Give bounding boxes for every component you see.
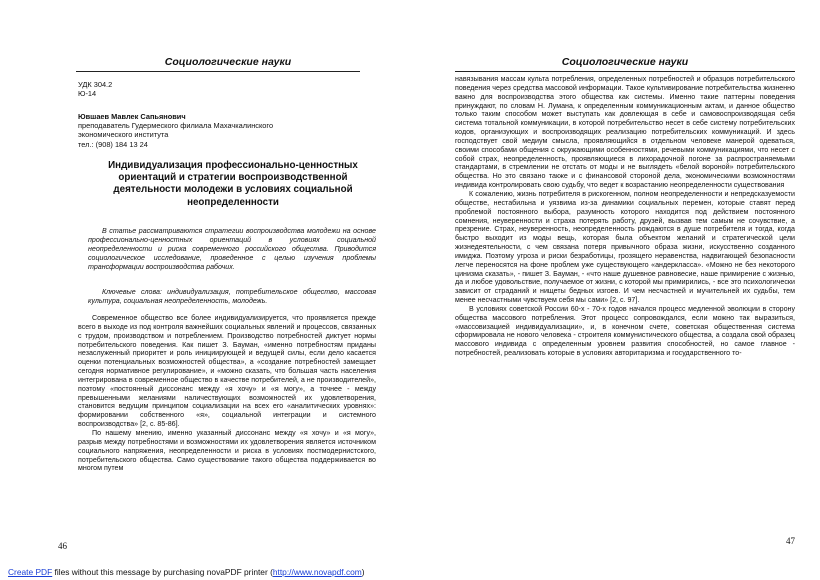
right-body [455, 75, 795, 358]
paragraph: навязывания массам культа потребления, определенных потребностей и образцов потребительского поведения через средства массовой информации. Такое культивирование потребительства жизненно важно для воспроизводства этого общества как системы. Именно такие паттерны поведения принуждают, по словам Н. Лумана, к определенным коммуникационным актам, и данное общество только таким способом может выступать как довлеющая в себе и самовоспроизводящая себя система тотальной коммуникации, в которой потребительство несет в себе систему потребительских кодов, организующих и воспроизводящих реализацию потребительских коммуникаций. И здесь господствует свой медиум смысла, проявляющийся в отдельном человеке манерой одеваться, своими способами общения с окружающими особенностями, речевыми коммуникациями, что несет с собой страх, неопределенность, проявляющиеся в лихорадочной погоне за распространяемыми стандартами, в стремлении не отстать от моды и не выглядеть «белой вороной» потребительского общества. Но это связано также и с финансовой стороной дела, экономическими возможностями индивида контролировать свою судьбу, что ведет к возрастанию неопределенности существования [455, 75, 795, 190]
udc-block [78, 80, 112, 98]
footer-text: files without this message by purchasing novaPDF printer ( [52, 567, 273, 577]
author-institute: экономического института [78, 130, 169, 140]
left-body [78, 314, 376, 473]
pdf-footer [8, 567, 365, 577]
udc-code: УДК 304.2 [78, 80, 113, 89]
running-head: Социологические науки [561, 56, 689, 68]
right-page [455, 0, 795, 568]
article-title: Индивидуализация профессионально-ценностных ориентаций и стратегии воспроизводственной деятельности молодежи в условиях социальной неопределенности [108, 160, 358, 208]
paragraph: Современное общество все более индивидуализируется, что проявляется прежде всего в выходе из под контроля важнейших социальных явлений и процессов, связанных с трудом, производством и потреблением. Производство потребностей диктует нормы потребительского поведения. Как пишет З. Бауман, «именно потребностям приданы незаслуженный приоритет и роль инициирующей и ведущей силы, если дело касается оценки потенциальных возможностей общества», а «создание потребностей замещает сегодня нормативное регулирование», и «можно сказать, что большая часть населения интегрирована в современное общество в качестве потребителей, а не производителей», поэтому «постоянный диссонанс между «я хочу» и «я могу», а точнее - между превышенными желаниями наличествующих возможностей их удовлетворения, становится ведущим принципом социализации на всех его «аналитических уровнях»: формировании собственного «я», социальной интеграции и системного воспроизводства» [2, с. 85-86]. [78, 314, 376, 429]
author-block [78, 112, 273, 149]
create-pdf-link[interactable]: Create PDF [8, 567, 53, 577]
author-position: преподаватель Гудермеского филиала Махачкалинского [78, 121, 274, 131]
running-head: Социологические науки [164, 56, 292, 68]
running-head-rule [455, 71, 795, 72]
page-number-left: 46 [58, 541, 67, 551]
udc-index: Ю-14 [78, 89, 97, 99]
footer-suffix: ) [361, 567, 365, 577]
author-phone: тел.: (908) 184 13 24 [78, 139, 148, 149]
page-number-right: 47 [786, 536, 795, 546]
paragraph: В условиях советской России 60-х - 70-х годов начался процесс медленной эволюции в сторону общества массового потребления. Этот процесс сопровождался, если можно так выразиться, «массовизацией индивидуализации», и, в конечном счете, советская общественная система сформировала не нового человека - строителя коммунистического общества, а создала свой образец массового индивида с определенным уровнем развития способностей, но самое главное - потребностей, реализовать которые в условиях авторитаризма и государственного то- [455, 304, 795, 358]
abstract: В статье рассматриваются стратегии воспроизводства молодежи на основе профессионально-ценностных ориентаций в условиях социальной неопределенности и риска современного российского общества. Приводится социологическое исследование, проведенное с целью изучения проблемы трансформации воспроизводства рабочих. [88, 227, 376, 271]
keywords: Ключевые слова: индивидуализация, потребительское общество, массовая культура, социальная неопределенность, молодежь. [88, 288, 376, 305]
left-page [18, 0, 388, 568]
running-head-rule [76, 71, 360, 72]
paragraph: По нашему мнению, именно указанный диссонанс между «я хочу» и «я могу», разрыв между потребностями и возможностями их удовлетворения является источником социального напряжения, неопределенности и риска в условиях постмодернистского, потребительского общества. Само существование такого общества поддерживается во многом путем [78, 428, 376, 473]
paragraph: К сожалению, жизнь потребителя в рискогенном, полном неопределенности и непредсказуемости обществе, нестабильна и уязвима из-за динамики социальных перемен, которые ставят перед проблемой постоянного выбора, разумность которого находится под действием постоянного сомнения, неуверенности и страха потерять работу, друзей, вызвав тем самым не сочувствие, а презрение. Страх, неуверенность, неопределенность рождаются в душе потребителя и тогда, когда быстро выходит из моды вещь, которая была объектом желаний и стратегической цели жизнедеятельности, с чем связана потеря привычного образа жизни, искусственно созданного имиджа. Поэтому угроза и риски безработицы, грозящего неравенства, надвигающей безопасности легче переносятся на фоне проблем уже существующего «андеркласса». «Можно не без некоторого цинизма сказать», - пишет З. Бауман, - «что наше душевное равновесие, наше примирение с жизнью, да и любое удовольствие, получаемое от жизни, с которой мы примирились, - все это психологически зависит от страданий и нищеты бедных изгоев. И чем несчастней и мучительней их судьбы, тем менее несчастными чувствуем себя мы сами» [2, с. 97]. [455, 189, 795, 305]
novapdf-link[interactable]: http://www.novapdf.com [272, 567, 362, 577]
author-name: Ювшаев Мавлек Сапьянович [78, 112, 186, 121]
